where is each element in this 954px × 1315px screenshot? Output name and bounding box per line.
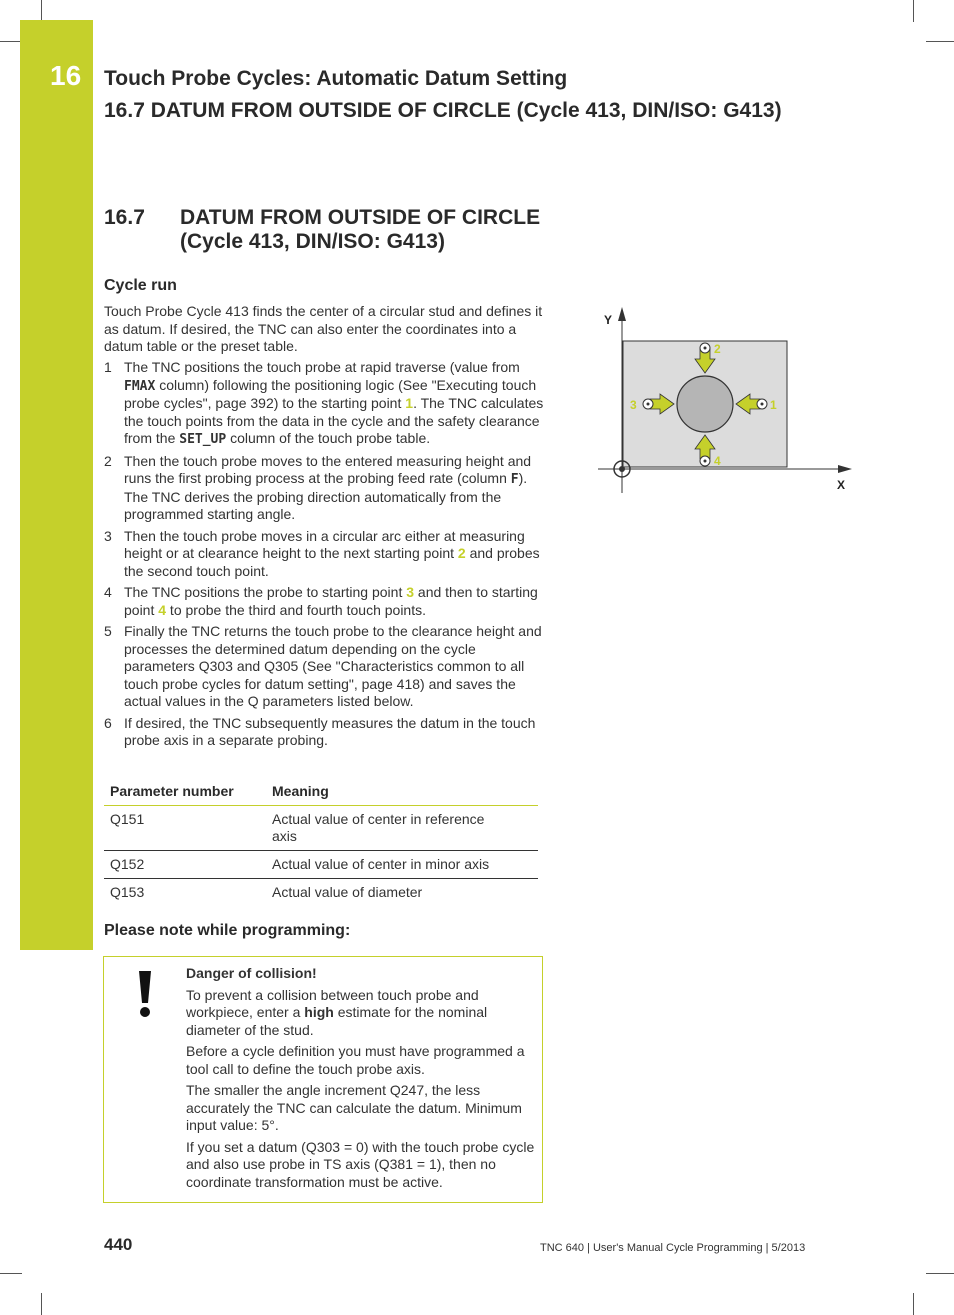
warning-box [103,956,543,1203]
footer-text: TNC 640 | User's Manual Cycle Programming | 5/2013 [540,1242,806,1254]
point-label-3: 3 [630,398,637,412]
chapter-sidebar [20,20,93,950]
list-item: 5 Finally the TNC returns the touch probe to the clearance height and processes the determined datum depending on the cycle parameters Q303 and Q305 (See "Characteristics common to all touch probe cycles for datum setting", page 418) and saves the actual values in the Q parameters listed below. [104,623,542,709]
table-header: Parameter number [104,778,266,806]
section-title-line1: DATUM FROM OUTSIDE OF CIRCLE [180,206,541,229]
crop-mark [913,1293,914,1315]
warning-paragraph: To prevent a collision between touch probe and workpiece, enter a high estimate for the nominal diameter of the stud. [186,986,488,1038]
table-cell: Q151 [104,806,266,851]
cycle-run-heading: Cycle run [104,277,177,294]
list-item: 4 The TNC positions the probe to starting point 3 and then to starting point 4 to probe the third and fourth touch points. [104,584,538,618]
cycle-run-intro: Touch Probe Cycle 413 finds the center of a circular stud and defines it as datum. If desired, the TNC can also enter the coordinates into a datum table or the preset table. [104,303,543,354]
parameter-table [104,778,538,906]
list-item: 2 Then the touch probe moves to the entered measuring height and runs the first probing process at the probing feed rate (column F). The TNC derives the probing direction automatically from the programmed starting angle. [104,452,532,522]
crop-mark [41,1293,42,1315]
point-label-2: 2 [714,342,721,356]
crop-mark [0,41,22,42]
list-item: 1 The TNC positions the touch probe at rapid traverse (value from FMAX column) following the positioning logic (See "Executing touch probe cycles", page 392) to the starting point 1. The TNC calculates the touch points from the data in the cycle and the safety clearance from the SET_UP column of the touch probe table. [104,359,544,447]
warning-paragraph: If you set a datum (Q303 = 0) with the touch probe cycle and also use probe in TS axis (Q381 = 1), then no coordinate transformation must be active. [186,1138,535,1190]
probe-cycle-figure [596,305,856,495]
crop-mark [0,1273,22,1274]
running-header-subtitle: 16.7 DATUM FROM OUTSIDE OF CIRCLE (Cycle 413, DIN/ISO: G413) [104,99,782,122]
crop-mark [926,41,954,42]
cycle-run-steps [104,359,544,754]
crop-mark [926,1273,954,1274]
warning-paragraph: The smaller the angle increment Q247, the less accurately the TNC can calculate the datum. Minimum input value: 5°. [186,1082,522,1133]
warning-text [186,965,536,1195]
table-cell: Actual value of center in minor axis [266,851,538,879]
running-header-title: Touch Probe Cycles: Automatic Datum Setting [104,67,568,90]
table-cell: Actual value of diameter [272,884,423,900]
list-item: 6 If desired, the TNC subsequently measures the datum in the touch probe axis in a separate probing. [104,714,536,748]
datum-marker-center [619,466,625,472]
exclamation-icon [134,969,156,1019]
table-cell: Q152 [104,851,266,879]
table-row [104,806,538,851]
section-title-line2: (Cycle 413, DIN/ISO: G413) [180,230,445,253]
table-header-row [104,778,538,806]
chapter-number: 16 [50,60,82,91]
section-title [180,206,580,254]
table-cell: Q153 [110,884,145,900]
list-item: 3 Then the touch probe moves in a circular arc either at measuring height or at clearance height to the next starting point 2 and probes the second touch point. [104,527,540,579]
y-axis-arrow [618,307,626,321]
section-number: 16.7 [104,206,145,229]
table-row [104,879,538,907]
table-row [104,851,538,879]
page-number: 440 [104,1235,133,1254]
table-header: Meaning [266,778,538,806]
table-cell: Actual value of center in reference axis [266,806,538,851]
crop-mark [913,0,914,22]
x-axis-arrow [838,465,852,473]
warning-title: Danger of collision! [186,965,317,981]
circular-stud [677,376,733,432]
point-label-4: 4 [714,454,721,468]
crop-mark [41,0,42,22]
note-heading: Please note while programming: [104,922,351,939]
warning-paragraph: Before a cycle definition you must have programmed a tool call to define the touch probe axis. [186,1043,525,1077]
y-axis-label: Y [604,313,613,327]
x-axis-label: X [837,478,846,492]
divider [186,1202,542,1203]
point-label-1: 1 [770,398,777,412]
